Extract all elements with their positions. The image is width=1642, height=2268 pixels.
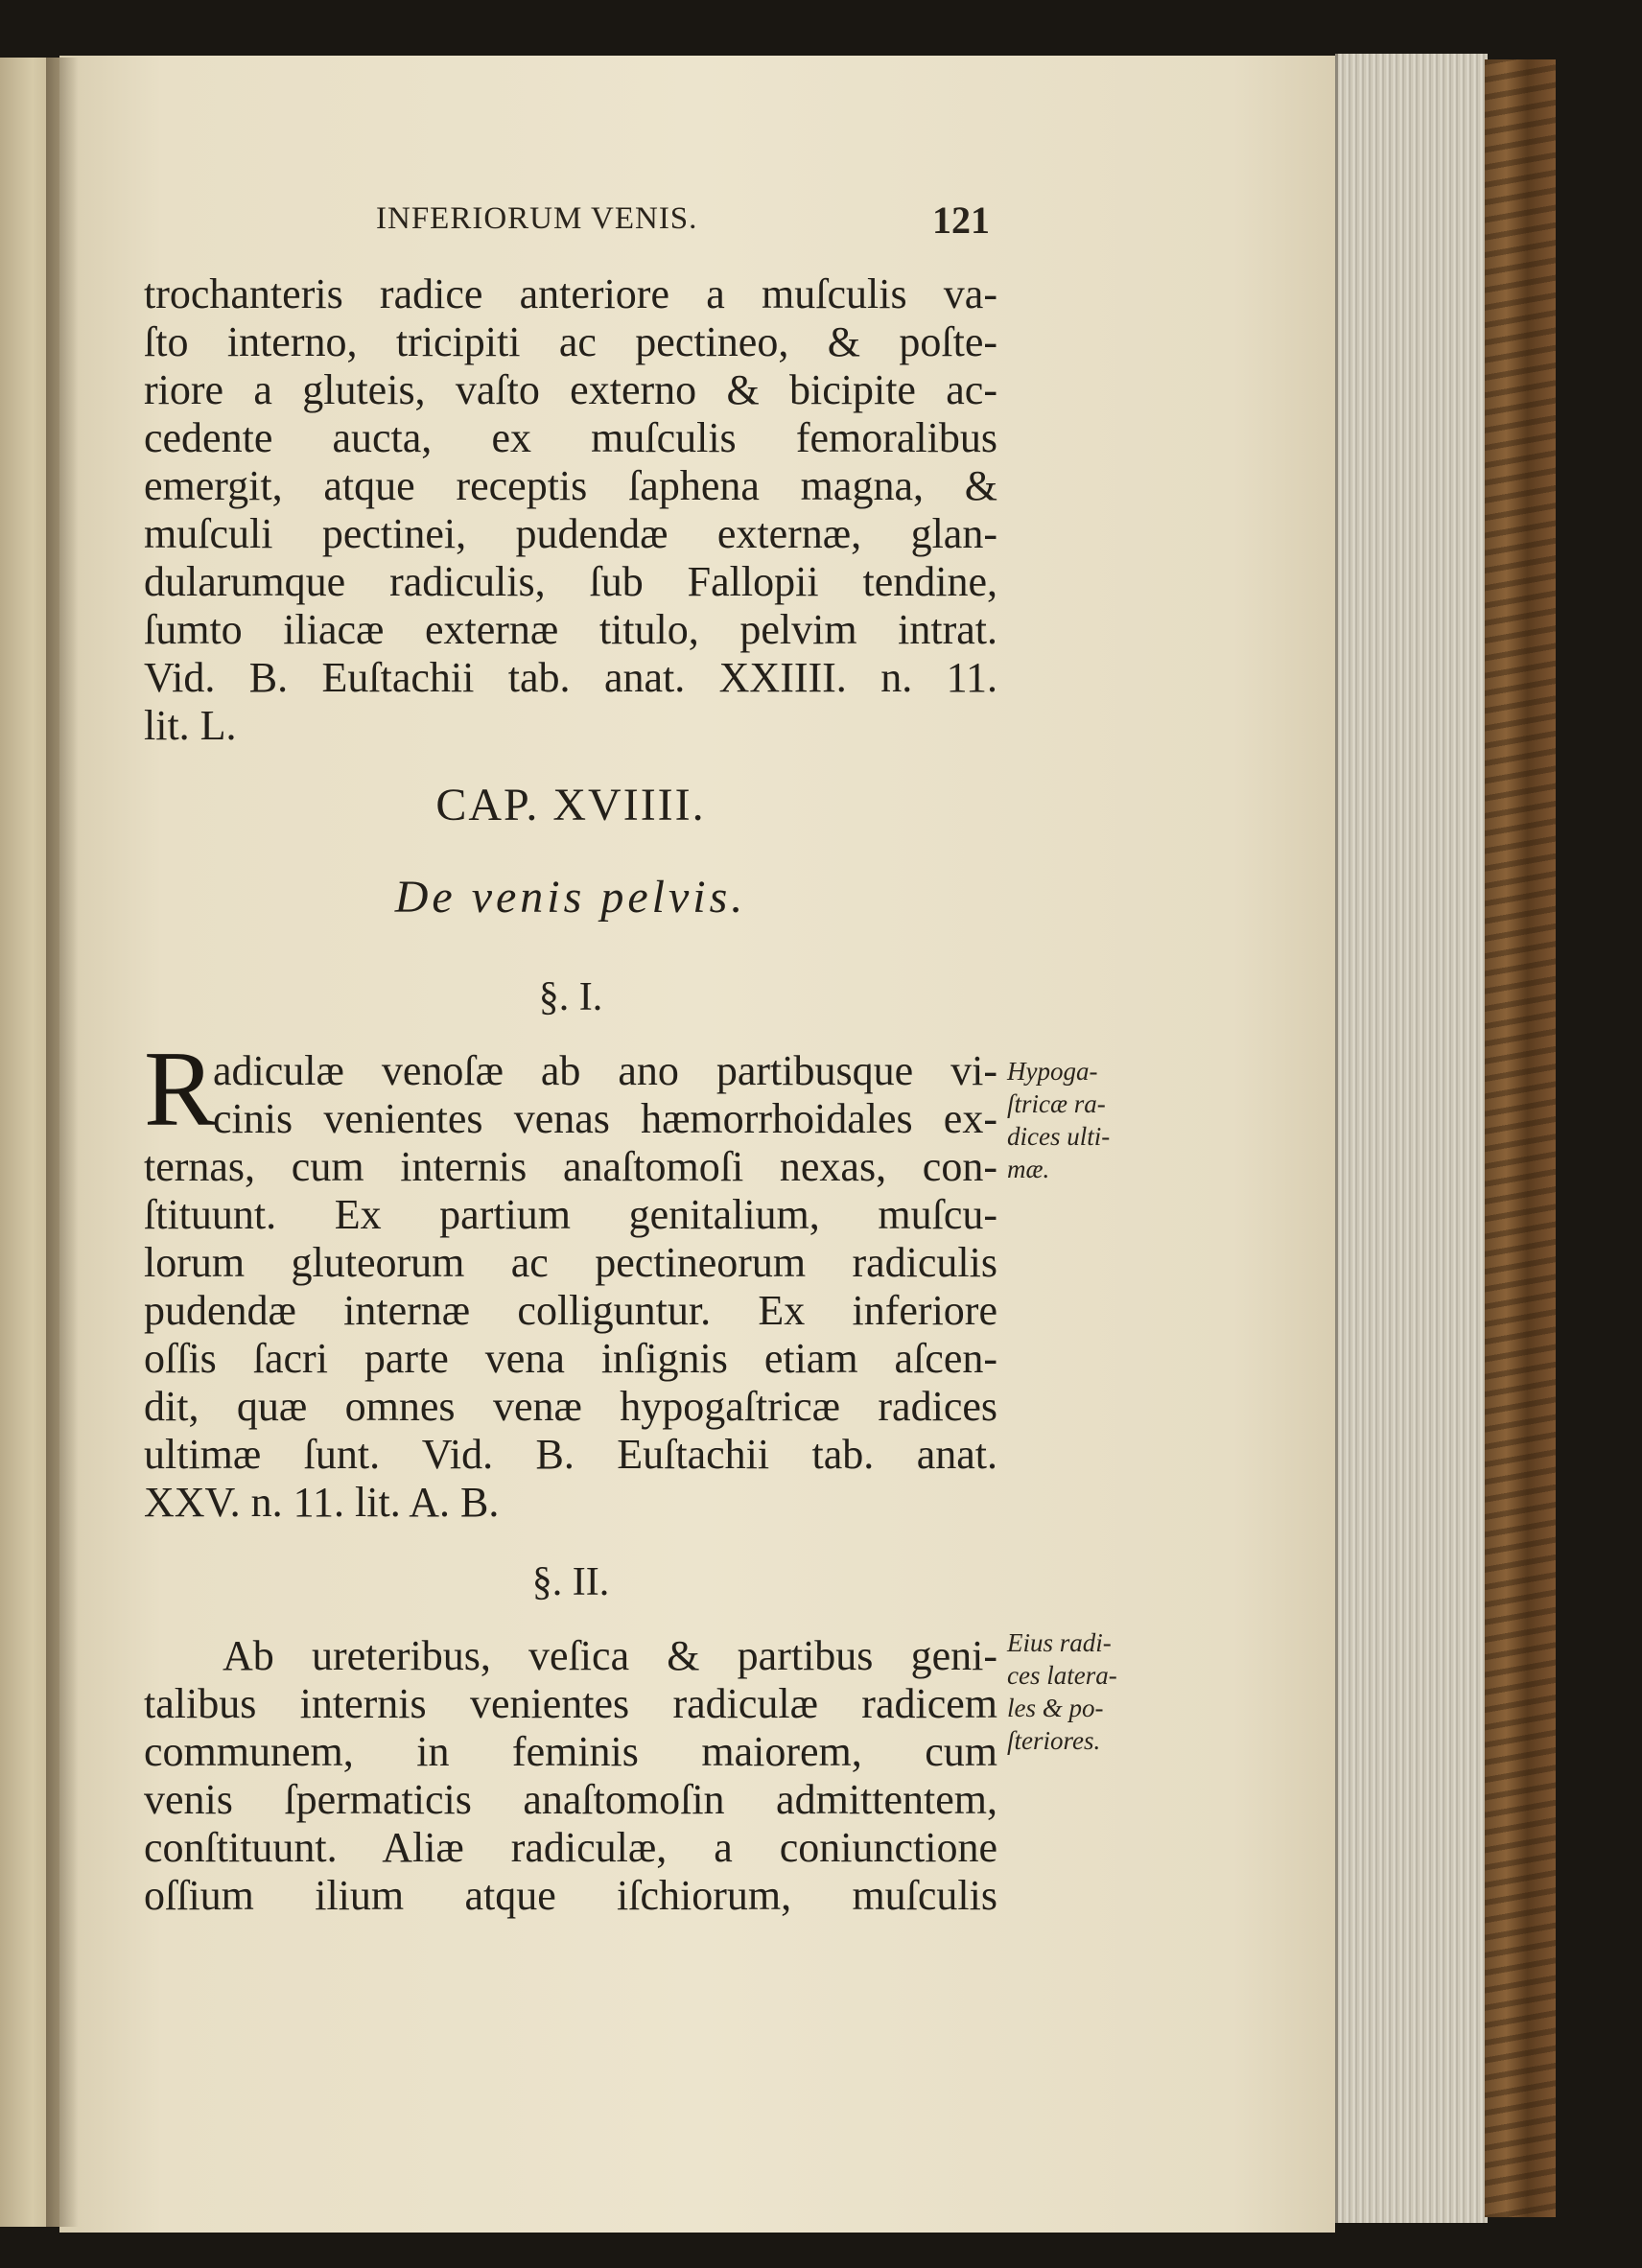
running-head: INFERIORUM VENIS. xyxy=(376,201,698,236)
text-line: muſculi pectinei, pudendæ externæ, glan- xyxy=(144,510,997,557)
text-line: ſumto iliacæ externæ titulo, pelvim intrat. xyxy=(144,606,997,653)
margin-note-line: ſtricæ ra- xyxy=(1007,1089,1106,1118)
text-line: lit. L. xyxy=(144,702,237,749)
text-line: dularumque radiculis, ſub Fallopii tendine, xyxy=(144,558,997,605)
text-line: ſtituunt. Ex partium genitalium, muſcu- xyxy=(144,1191,997,1238)
text-line: lorum gluteorum ac pectineorum radiculis xyxy=(144,1239,997,1286)
text-line: riore a gluteis, vaſto externo & bicipite ac- xyxy=(144,366,997,413)
text-line: cedente aucta, ex muſculis femoralibus xyxy=(144,414,997,461)
section-mark-2: §. II. xyxy=(531,1560,610,1604)
text-line: talibus internis venientes radiculæ radicem xyxy=(144,1680,997,1727)
intro-paragraph xyxy=(144,270,997,750)
text-line: oſſium ilium atque iſchiorum, muſculis xyxy=(144,1872,997,1919)
margin-note-line: ſteriores. xyxy=(1007,1726,1101,1755)
text-line: emergit, atque receptis ſaphena magna, & xyxy=(144,462,997,509)
text-line: pudendæ internæ colliguntur. Ex inferiore xyxy=(144,1287,997,1334)
chapter-subtitle: De venis pelvis. xyxy=(394,872,747,923)
text-line: Ab ureteribus, veſica & partibus geni- xyxy=(223,1632,997,1679)
marbled-cover-board xyxy=(1485,59,1556,2217)
margin-note-line: Hypoga- xyxy=(1007,1057,1098,1086)
margin-note-1 xyxy=(1007,1055,1151,1185)
text-line: adiculæ venoſæ ab ano partibusque vi- xyxy=(213,1047,997,1094)
text-line: conſtituunt. Aliæ radiculæ, a coniunctione xyxy=(144,1824,997,1871)
text-line: ultimæ ſunt. Vid. B. Euſtachii tab. anat. xyxy=(144,1431,997,1478)
text-line: Vid. B. Euſtachii tab. anat. XXIIII. n. 11. xyxy=(144,654,997,701)
margin-note-line: ces latera- xyxy=(1007,1661,1117,1690)
margin-note-line: Eius radi- xyxy=(1007,1628,1112,1657)
text-line: communem, in feminis maiorem, cum xyxy=(144,1728,997,1775)
text-line: dit, quæ omnes venæ hypogaſtricæ radices xyxy=(144,1383,997,1430)
margin-note-line: dices ulti- xyxy=(1007,1122,1111,1151)
margin-note-line: les & po- xyxy=(1007,1694,1104,1722)
margin-note-2 xyxy=(1007,1626,1151,1757)
chapter-title: CAP. XVIIII. xyxy=(435,780,706,830)
margin-note-line: mæ. xyxy=(1007,1155,1050,1183)
text-line: ternas, cum internis anaſtomoſi nexas, con- xyxy=(144,1143,997,1190)
section-mark-1: §. I. xyxy=(538,975,603,1019)
text-line: oſſis ſacri parte vena inſignis etiam aſcen- xyxy=(144,1335,997,1382)
page-header xyxy=(376,201,990,249)
text-line: trochanteris radice anteriore a muſculis va- xyxy=(144,270,997,317)
text-line: XXV. n. 11. lit. A. B. xyxy=(144,1479,500,1526)
section-2-paragraph xyxy=(144,1632,997,1920)
page-edges xyxy=(1335,54,1488,2223)
text-line: cinis venientes venas hæmorrhoidales ex- xyxy=(213,1095,997,1142)
spine-shadow xyxy=(46,58,79,2227)
text-line: ſto interno, tricipiti ac pectineo, & poſte- xyxy=(144,318,997,365)
section-1-paragraph xyxy=(144,1030,997,1527)
text-line: venis ſpermaticis anaſtomoſin admittentem, xyxy=(144,1776,997,1823)
page-number: 121 xyxy=(932,199,990,242)
drop-cap: R xyxy=(144,1030,216,1149)
